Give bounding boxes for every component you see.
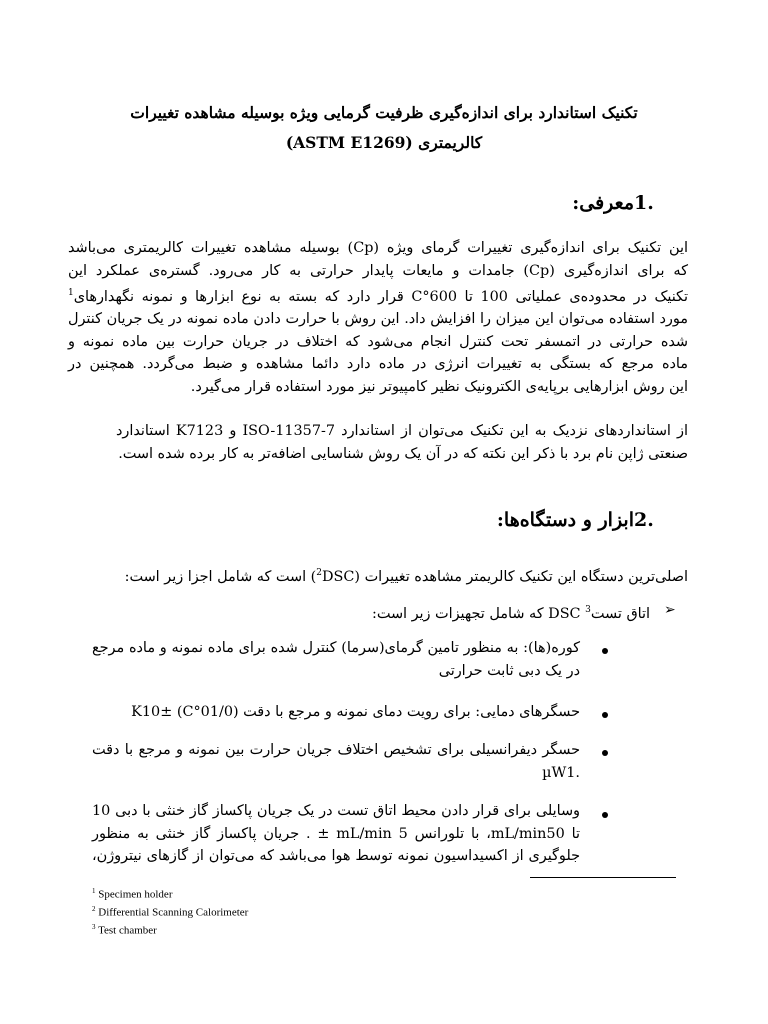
bullet-item-3 bbox=[92, 739, 580, 784]
intro-text-after: DSC) است که شامل اجزا زیر است: bbox=[124, 568, 355, 585]
section-1-number: 1. bbox=[634, 192, 654, 214]
bullet-line: کوره(ها): به منظور تامین گرمای(سرما) کنترل شده برای ماده نمونه و ماده مرجع bbox=[92, 640, 580, 656]
section-1-heading bbox=[572, 192, 682, 214]
paragraph-line-text: تکنیک در محدوده‌ی عملیاتی 100 تا 600°C قرار دارد که بسته به نوع ابزارها و نمونه نگهدارهای bbox=[73, 288, 688, 305]
bullet-line: جلوگیری از اکسیداسیون نمونه توسط هوا می‌باشد که می‌توان از گازهای نیتروژن، bbox=[92, 848, 580, 864]
footnote-text: Test chamber bbox=[98, 924, 157, 937]
section-1-paragraph-1 bbox=[68, 237, 688, 398]
bullet-dot-icon bbox=[602, 648, 608, 654]
intro-text-before: اصلی‌ترین دستگاه این تکنیک کالریمتر مشاهده تغییرات ( bbox=[354, 568, 688, 585]
footnote-number: 2 bbox=[92, 905, 96, 914]
sub-item-test-chamber bbox=[230, 599, 650, 625]
bullet-dot-icon bbox=[602, 712, 608, 718]
bullet-item-2 bbox=[92, 701, 580, 724]
section-1-paragraph-2 bbox=[116, 420, 688, 465]
bullet-line: وسایلی برای قرار دادن محیط اتاق تست در یک جریان پاکساز گاز خنثی با دبی 10 bbox=[92, 803, 580, 819]
paragraph-line: ماده مرجع که بستگی به تغییرات انرژی در ماده دارد دائما مشاهده و ضبط می‌گردد. همچنین در bbox=[68, 356, 688, 373]
bullet-item-1 bbox=[92, 637, 580, 682]
sub-item-text-before: اتاق تست bbox=[590, 605, 650, 622]
paragraph-line: این تکنیک برای اندازه‌گیری تغییرات گرمای ویژه (Cp) بوسیله مشاهده تغییرات کالریمتری می‌باشد bbox=[68, 240, 688, 256]
paragraph-line: این روش ابزارهایی برپایه‌ی الکترونیک نظیر کامپیوتر نیز مورد استفاده قرار می‌گیرد. bbox=[190, 378, 688, 395]
bullet-dot-icon bbox=[602, 812, 608, 818]
bullet-line: در یک دبی ثابت حرارتی bbox=[438, 662, 580, 679]
footnote-2 bbox=[92, 902, 248, 920]
paragraph-line: صنعتی ژاپن نام برد با ذکر این نکته که در آن یک روش شناسایی اضافه‌تر به کار برده شده است. bbox=[118, 445, 688, 462]
footnote-text: Specimen holder bbox=[98, 888, 173, 901]
bullet-dot-icon bbox=[602, 750, 608, 756]
section-2-title: ابزار و دستگاه‌ها: bbox=[496, 509, 634, 531]
paragraph-line bbox=[68, 282, 688, 308]
footnote-3 bbox=[92, 920, 248, 938]
paragraph-line: شده حرارتی در اتمسفر تحت کنترل انجام می‌شود که اختلاف در جریان حرارت بین ماده نمونه و bbox=[68, 333, 688, 350]
footnotes bbox=[92, 884, 248, 938]
footnote-1 bbox=[92, 884, 248, 902]
title-line-2: کالریمتری (ASTM E1269) bbox=[285, 133, 483, 152]
footnote-number: 3 bbox=[92, 923, 96, 932]
section-2-number: 2. bbox=[634, 509, 654, 531]
section-1-title: معرفی: bbox=[572, 192, 634, 214]
bullet-line: .µW1 bbox=[542, 764, 580, 781]
footnote-text: Differential Scanning Calorimeter bbox=[98, 906, 249, 919]
document-title bbox=[80, 98, 688, 158]
bullet-line: حسگر دیفرانسیلی برای تشخیص اختلاف جریان حرارت بین نمونه و مرجع با دقت bbox=[92, 742, 580, 758]
section-2-heading bbox=[497, 509, 682, 531]
title-line-1: تکنیک استاندارد برای اندازه‌گیری ظرفیت گرمایی ویژه بوسیله مشاهده تغییرات bbox=[130, 103, 638, 122]
section-2-intro bbox=[78, 562, 688, 588]
footnote-ref-3: 3 bbox=[585, 605, 591, 615]
paragraph-line: از استانداردهای نزدیک به این تکنیک می‌توان از استاندارد ISO-11357-7 و K7123 استاندارد bbox=[116, 423, 689, 439]
paragraph-line: مورد استفاده می‌توان این میزان را افزایش داد. این روش با حرارت دادن ماده نمونه در یک جریان کنترل bbox=[68, 311, 688, 328]
sub-item-text-after: DSC که شامل تجهیزات زیر است: bbox=[371, 605, 586, 622]
bullet-item-4 bbox=[92, 800, 580, 868]
footnote-ref-1: 1 bbox=[68, 288, 74, 298]
footnote-ref-2: 2 bbox=[316, 568, 322, 578]
bullet-line: حسگرهای دمایی: برای رویت دمای نمونه و مرجع با دقت (C°01/0) ±K10 bbox=[131, 704, 580, 720]
footnote-separator bbox=[530, 877, 676, 878]
bullet-line: تا mL/min50، با تلورانس mL/min 5 ± . جریان پاکساز گاز خنثی به منظور bbox=[92, 825, 580, 842]
footnote-number: 1 bbox=[92, 887, 96, 895]
paragraph-line: که برای اندازه‌گیری (Cp) جامدات و مایعات پایدار حرارتی به کار می‌رود. گستره‌ی عملکرد این bbox=[68, 262, 688, 279]
chevron-bullet-icon: ➢ bbox=[664, 602, 676, 618]
